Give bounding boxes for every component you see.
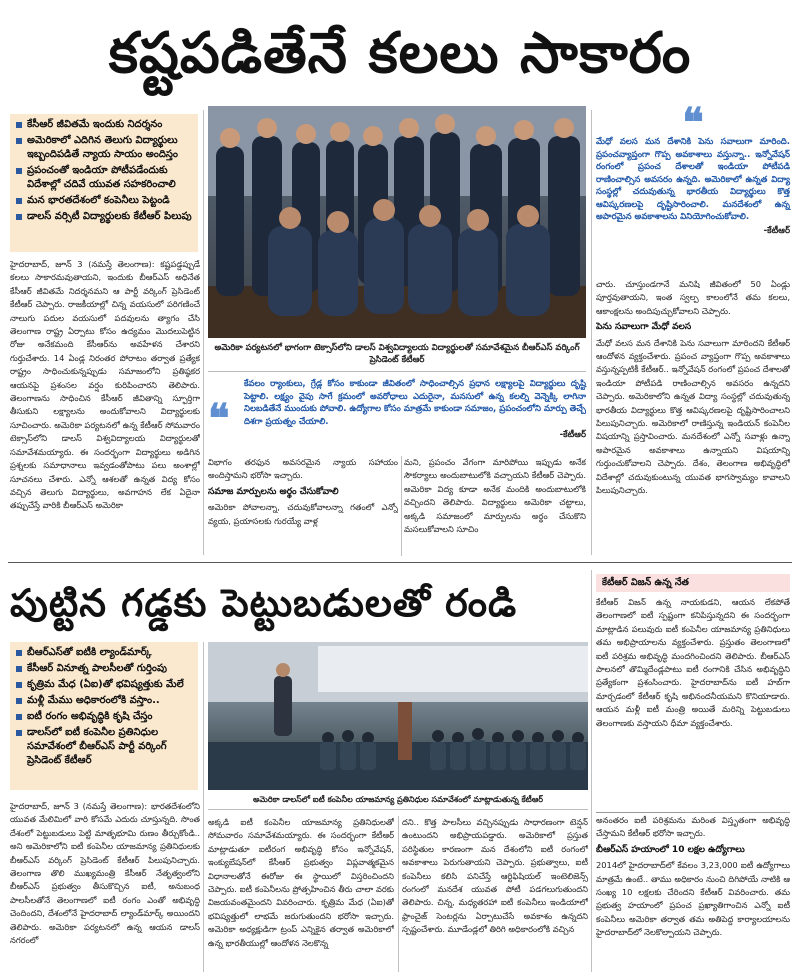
main-quote-author: -కేటీఆర్ (559, 430, 586, 440)
side-quote-mark: ❝ (682, 99, 704, 146)
highlight-item: మళ్లీ మేము అధికారంలోకి వస్తాం.. (16, 694, 192, 708)
story2-column-3: దని.. కొత్త పాలసీలు వచ్చినప్పుడు సాధారణంగా టెన్షన్ ఉంటుందని అభిప్రాయపడ్డారు. అమెరికాలో ప్రస్తుత పరిస్థితుల కారణంగా మన దేశంలోని ఐటీ రంగంలో అవకాశాలు పెరుగుతాయని చెప్పారు. ప్రభుత్వాలు, ఐటీ కంపెనీలు కలిసి పనిచేస్తే ఆర్టిఫిషియల్ ఇంటెలిజెన్స్ రంగంలో మనదేశ యువత పోటీ పడగలుగుతుందని తెలిపారు. చిన్న, మధ్యతరహా ఐటీ కంపెనీలు ఇండియాలో ఫ్రాంచైజ్ సెంటర్లను ఏర్పాటుచేసే అవకాశం ఉన్నదని స్పష్టంచేశారు. మూడేండ్లలో తిరిగి అధికారంలోకి వచ్చిన (402, 817, 588, 935)
story2-highlights (10, 642, 198, 790)
story2-headline: పుట్టిన గడ్డకు పెట్టుబడులతో రండి (10, 581, 518, 625)
column-2-subhead: సమాజ మార్పులను అర్థం చేసుకోవాలి (208, 486, 339, 497)
story1-column-2 (208, 456, 398, 556)
story1-highlights (10, 114, 198, 252)
highlight-item: డాలస్‌లో ఐటీ కంపెనీల ప్రతినిధుల సమావేశంలో బీఆర్ఎస్ పార్టీ వర్కింగ్ ప్రెసిడెంట్ కేటీఆర్ (16, 726, 192, 768)
side-quote-text: మేధో వలస మన దేశానికి పెను సవాలుగా మారింది. ప్రపంచవ్యాప్తంగా గొప్ప అవకాశాలు వస్తున్నా.. ఇన్నోవేషన్ రంగంలో ప్రపంచ దేశాలతో ఇండియా పోటీపడి రాణించాల్సిన అవసరం ఉన్నది. అమెరికాలో ఉన్నత విద్యా సంస్థల్లో చదువుతున్న భారతీయ విద్యార్థులు కొత్త ఆవిష్కరణలపై దృష్టిసారించాలి. మనదేశంలో ఉన్న అపారమైన అవకాశాలను వినియోగించుకోవాలి. (596, 137, 790, 222)
box-separator (596, 812, 790, 813)
kcr-vision-text: కేటీఆర్ విజన్ ఉన్న నాయకుడని, ఆయన లేకపోతే తెలంగాణలో ఐటీ స్పష్టంగా కనిపిస్తున్నదని ఈ సందర్భంగా మాట్లాడిన పలువురు ఐటీ కంపెనీల యాజమాన్య ప్రతినిధులు తమ అభిప్రాయాలను వ్యక్తంచేశారు. ప్రస్తుతం తెలంగాణలో ఐటీ పరిశ్రమ అభివృద్ధి మందగించిందని తెలిపారు. బీఆర్ఎస్ పాలనలో తొమ్మిదేండ్లపాటు ఐటీ రంగానికి చేసిన అభివృద్ధిని ప్రత్యేకంగా ప్రశంసించారు. హైదరాబాద్‌ను ఐటీ హబ్‌గా మార్చడంలో కేటీఆర్ కృషి అభినందనీయమని కొనియాడారు. ఆయన మళ్లీ ఐటీ మంత్రి అయితే మరిన్ని పెట్టుబడులు తెలంగాణకు వస్తాయని ధీమా వ్యక్తంచేశారు. (596, 597, 790, 728)
column-2-text-continued: అమెరికా పోవాలన్నా, చదువుకోవాలన్నా గతంలో ఎన్నో వ్యయ, ప్రయాసలకు గురయ్యే వాళ్ల (208, 502, 398, 526)
section-separator (8, 562, 792, 563)
story2-column-2: అక్కడి ఐటీ కంపెనీల యాజమాన్య ప్రతినిధులతో సోమవారం సమావేశమయ్యారు. ఈ సందర్భంగా కేటీఆర్ మాట్లాడుతూ ఐటీరంగ అభివృద్ధి కోసం ఇన్నోవేషన్, ఇంక్యుబేషన్‌లో కేసీఆర్ ప్రభుత్వం విప్లవాత్మకమైన విధానాలతోనే ఈరోజు ఈ స్థాయిలో విస్తరించిందని చెప్పారు. ఐటీ కంపెనీలను ప్రోత్సహించిన తీరు చాలా వరకు విజయవంతమైందని వివరించారు. కృత్రిమ మేధ (ఏఐ)తో భవిష్యత్తులో లాభమే జరుగుతుందని భరోసా ఇచ్చారు. అమెరికా అధ్యక్షుడిగా ట్రంప్ ఎన్నికైన తర్వాత అమెరికాలో ఉన్న భారతీయుల్లో ఆందోళన నెలకొన్న (208, 817, 394, 948)
story1-main-quote (244, 378, 586, 448)
column-divider (203, 110, 204, 555)
students-group-photo (208, 106, 586, 338)
highlight-item: ప్రపంచంతో ఇండియా పోటీపడేందుకు విదేశాల్లో చదివే యువత సహకరించాలి (16, 164, 192, 192)
highlight-item: బీఆర్ఎస్‌తో ఐటీకి ల్యాండ్‌మార్క్ (16, 646, 192, 660)
story2-column-1: హైదరాబాద్, జూన్ 3 (నమస్తే తెలంగాణ): భారతదేశంలోని యువత మేలిమిలో వారి కోసమే ఎదురు చూస్తున్నది. సొంత దేశంలో పెట్టుబడులు పెట్టి మాతృభూమి రుణం తీర్చుకోండి.. అని అమెరికాలోని ఐటీ కంపెనీల యాజమాన్య ప్రతినిధులకు బీఆర్ఎస్ వర్కింగ్ ప్రెసిడెంట్ కేటీఆర్ పిలుపునిచ్చారు. తెలంగాణ తొలి ముఖ్యమంత్రి కేసీఆర్ నేతృత్వంలోని బీఆర్ఎస్ ప్రభుత్వం తీసుకొచ్చిన ఐటీ, అనుబంధ పాలసీలతోనే తెలంగాణలో ఐటీ రంగం ఎంతో అభివృద్ధి చెందిందని, దేశంలోనే హైదరాబాద్ ల్యాండ్‌మార్క్ అయిందని తెలిపారు. అమెరికా పర్యటనలో ఉన్న ఆయన డాలస్ నగరంలో (10, 801, 200, 946)
jobs-text: 2014లో హైదరాబాద్‌లో కేవలం 3,23,000 ఐటీ ఉద్యోగాలు మాత్రమే ఉంటే.. తాము అధికారం నుంచి దిగిపోయే నాటికి ఆ సంఖ్య 10 లక్షలకు చేరిందని కేటీఆర్ వివరించారు. తమ ప్రభుత్వ హయాంలో ప్రపంచ ప్రఖ్యాతిగాంచిన ఎన్నో ఐటీ కంపెనీలు అమెరికా తర్వాత తమ అతిపెద్ద కార్యాలయాలను హైదరాబాద్‌లో నెలకొల్పాయని చెప్పారు. (596, 860, 790, 938)
jobs-subhead: బీఆర్ఎస్ హయాంలో 10 లక్షల ఉద్యోగాలు (596, 844, 745, 855)
side-quote-author: -కేటీఆర్ (763, 225, 790, 236)
story1-column-4 (596, 278, 790, 558)
story1-headline: కష్టపడితేనే కలలు సాకారం (108, 21, 692, 86)
highlight-item: కేసీఆర్ వినూత్న పాలసీలతో గుర్తింపు (16, 662, 192, 676)
main-quote-text: కేవలం ర్యాంకులు, గ్రేడ్ల కోసం కాకుండా జీవితంలో సాధించాల్సిన ప్రధాన లక్ష్యాలపై విద్యార్థులు దృష్టి పెట్టాలి. లక్ష్యం వైపు సాగే క్రమంలో అవరోధాలు ఎదురైనా, మనసులో ఉన్న కలల్ని వెన్నెక్కి లాగినా నిలబడితేనే ముందుకు పోవాలి. ఉద్యోగాల కోసం మాత్రమే కాకుండా సమాజం, ప్రపంచంలోని మార్పు తెచ్చే దిశగా ప్రయత్నం చేయాలి. (244, 379, 586, 427)
side-quote-box (596, 99, 790, 276)
students-group-illustration (208, 106, 586, 338)
story1-column-3: మని, ప్రపంచం వేగంగా మారిపోయి ఇప్పుడు అనేక సౌకర్యాలు అందుబాటులోకి వచ్చాయని కేటీఆర్ చెప్పారు. అమెరికా విద్య కూడా అనేక మందికి అందుబాటులోకి వచ్చిందని తెలిపారు. విద్యార్థులు అమెరికా చట్టాలు, అక్కడి సమాజంలో మార్పులను అర్థం చేసుకొని మసలుకోవాలని సూచిం (404, 457, 586, 535)
highlight-item: కేసీఆర్ జీవితమే ఇందుకు నిదర్శనం (16, 118, 192, 132)
conference-illustration (208, 642, 588, 790)
column-divider (591, 110, 592, 555)
column-4-text-continued: మేధో వలస మన దేశానికి పెను సవాలుగా మారిందని కేటీఆర్ ఆందోళన వ్యక్తంచేశారు. ప్రపంచ వ్యాప్తంగా గొప్ప అవకాశాలు వస్తున్నప్పటికీ కేటీఆర్.. ఇన్నోవేషన్ రంగంలో ప్రపంచ దేశాలతో ఇండియా పోటీపడి రాణించాల్సిన అవసరం ఉన్నదని చెప్పారు. అమెరికాలోని ఉన్నత విద్యా సంస్థల్లో చదువుతున్న భారతీయ విద్యార్థులు కొత్త ఆవిష్కరణలపై దృష్టిసారించాలని పిలుపునిచ్చారు. అమెరికాలో రాణిస్తున్న ఇండియన్ కంపెనీల విషయాన్ని ప్రస్తావించారు. మనదేశంలో ఎన్నో సవాళ్లు ఉన్నా అపారమైన అవకాశాలు ఉన్నాయని విషయాన్ని గుర్తుంచుకోవాలని చెప్పారు. దేశం, తెలంగాణ అభివృద్ధిలో విదేశాల్లో చదువుకుంటున్న యువత భాగస్వామ్యం కావాలని పిలుపునిచ్చారు. (596, 337, 790, 496)
highlight-item: కృత్రిమ మేధ (ఏఐ)తో భవిష్యత్తుకు మేలే (16, 678, 192, 692)
column-4-text: అనంతరం ఐటీ పరిశ్రమను మరింత విస్తృతంగా అభివృద్ధి చేస్తామని కేటీఆర్ భరోసా ఇచ్చారు. (596, 815, 790, 839)
column-4-text: చారు. చూస్తుండగానే మనిషి జీవితంలో 50 ఏండ్లు పూర్తవుతాయని, ఇంత స్వల్ప కాలంలోనే తమ కలలు, ఆకాంక్షలను అందిపుచ్చుకోవాలని చెప్పారు. (596, 279, 790, 316)
highlight-item: ఐటీ రంగం అభివృద్ధికి కృషి చేస్తం (16, 710, 192, 724)
highlight-item: మన భారతదేశంలో కంపెనీలు పెట్టండి (16, 194, 192, 208)
conference-photo (208, 642, 588, 790)
conference-photo-caption: అమెరికా డాలస్‌లో ఐటీ కంపెనీల యాజమాన్య ప్రతినిధుల సమావేశంలో మాట్లాడుతున్న కేటీఆర్ (208, 794, 588, 810)
column-divider (203, 642, 204, 972)
column-divider (398, 816, 399, 972)
column-divider (591, 570, 592, 972)
kcr-vision-heading: కేటీఆర్ విజన్ ఉన్న నేత (596, 574, 790, 592)
story1-column-1: హైదరాబాద్, జూన్ 3 (నమస్తే తెలంగాణ): కష్టపడ్డప్పుడే కలలు సాకారమవుతాయని, ఇందుకు బీఆర్ఎస్ అధినేత కేసీఆర్ జీవితమే నిదర్శనమని ఆ పార్టీ వర్కింగ్ ప్రెసిడెంట్ కేటీఆర్ చెప్పారు. రాజకీయాల్లో చిన్న వయసులో పరిగణించే నాలుగు పదుల వయసులో పదవులను త్యాగం చేసి తెలంగాణ రాష్ట్ర ఏర్పాటు కోసం ఉద్యమం మొదలుపెట్టిన రోజు అనేకమంది కేసీఆర్‌ను అవహేళన చేశారని గుర్తుచేశారు. 14 ఏండ్ల నిరంతర పోరాటం తర్వాత ప్రత్యేక రాష్ట్రం సాధించుకున్నప్పుడు సమాజంలోని ప్రతిష్ఠకర ఆయనపై ప్రశంసల వర్షం కురిపించారని తెలిపారు. తెలంగాణను సాధించిన కేసీఆర్ జీవితాన్ని స్ఫూర్తిగా తీసుకుని లక్ష్యాలను అందుకోవాలని విద్యార్థులకు సూచించారు. అమెరికా పర్యటనలో ఉన్న కేటీఆర్ సోమవారం టెక్సాస్‌లోని డాలస్ విశ్వవిద్యాలయ విద్యార్థులతో సమావేశమయ్యారు. ఈ సందర్భంగా విద్యార్థులు అడిగిన ప్రశ్నలకు సమాధానాలు ఇవ్వడంతోపాటు పలు అంశాల్లో సూచనలు చేశారు. ఎన్నో ఆశలతో ఉన్నత విద్య కోసం వచ్చిన తెలుగు విద్యార్థులు, అవగాహన లేక ఏదైనా తప్పుచేస్తే వారికి బీఆర్ఎస్ అమెరికా (10, 259, 200, 511)
column-divider (401, 456, 402, 556)
main-quote-mark: ❝ (208, 395, 230, 442)
column-4-subhead: పెను సవాలుగా మేధో వలస (596, 322, 692, 333)
highlight-item: డాలస్ వర్సిటీ విద్యార్థులకు కేటీఆర్ పిలుపు (16, 210, 192, 224)
column-2-text: విభాగం తరఫున అవసరమైన న్యాయ సహాయం అందిస్తామని భరోసా ఇచ్చారు. (208, 457, 398, 481)
highlight-item: అమెరికాలో ఎదిగిన తెలుగు విద్యార్థులు ఇబ్బందిపడితే న్యాయ సాయం అందిస్తం (16, 134, 192, 162)
students-photo-caption: అమెరికా పర్యటనలో భాగంగా టెక్సాస్‌లోని డాలస్ విశ్వవిద్యాలయ విద్యార్థులతో సమావేశమైన బీఆర్ఎస్ వర్కింగ్ ప్రెసిడెంట్ కేటీఆర్ (208, 342, 586, 372)
story2-column-4 (596, 814, 790, 972)
